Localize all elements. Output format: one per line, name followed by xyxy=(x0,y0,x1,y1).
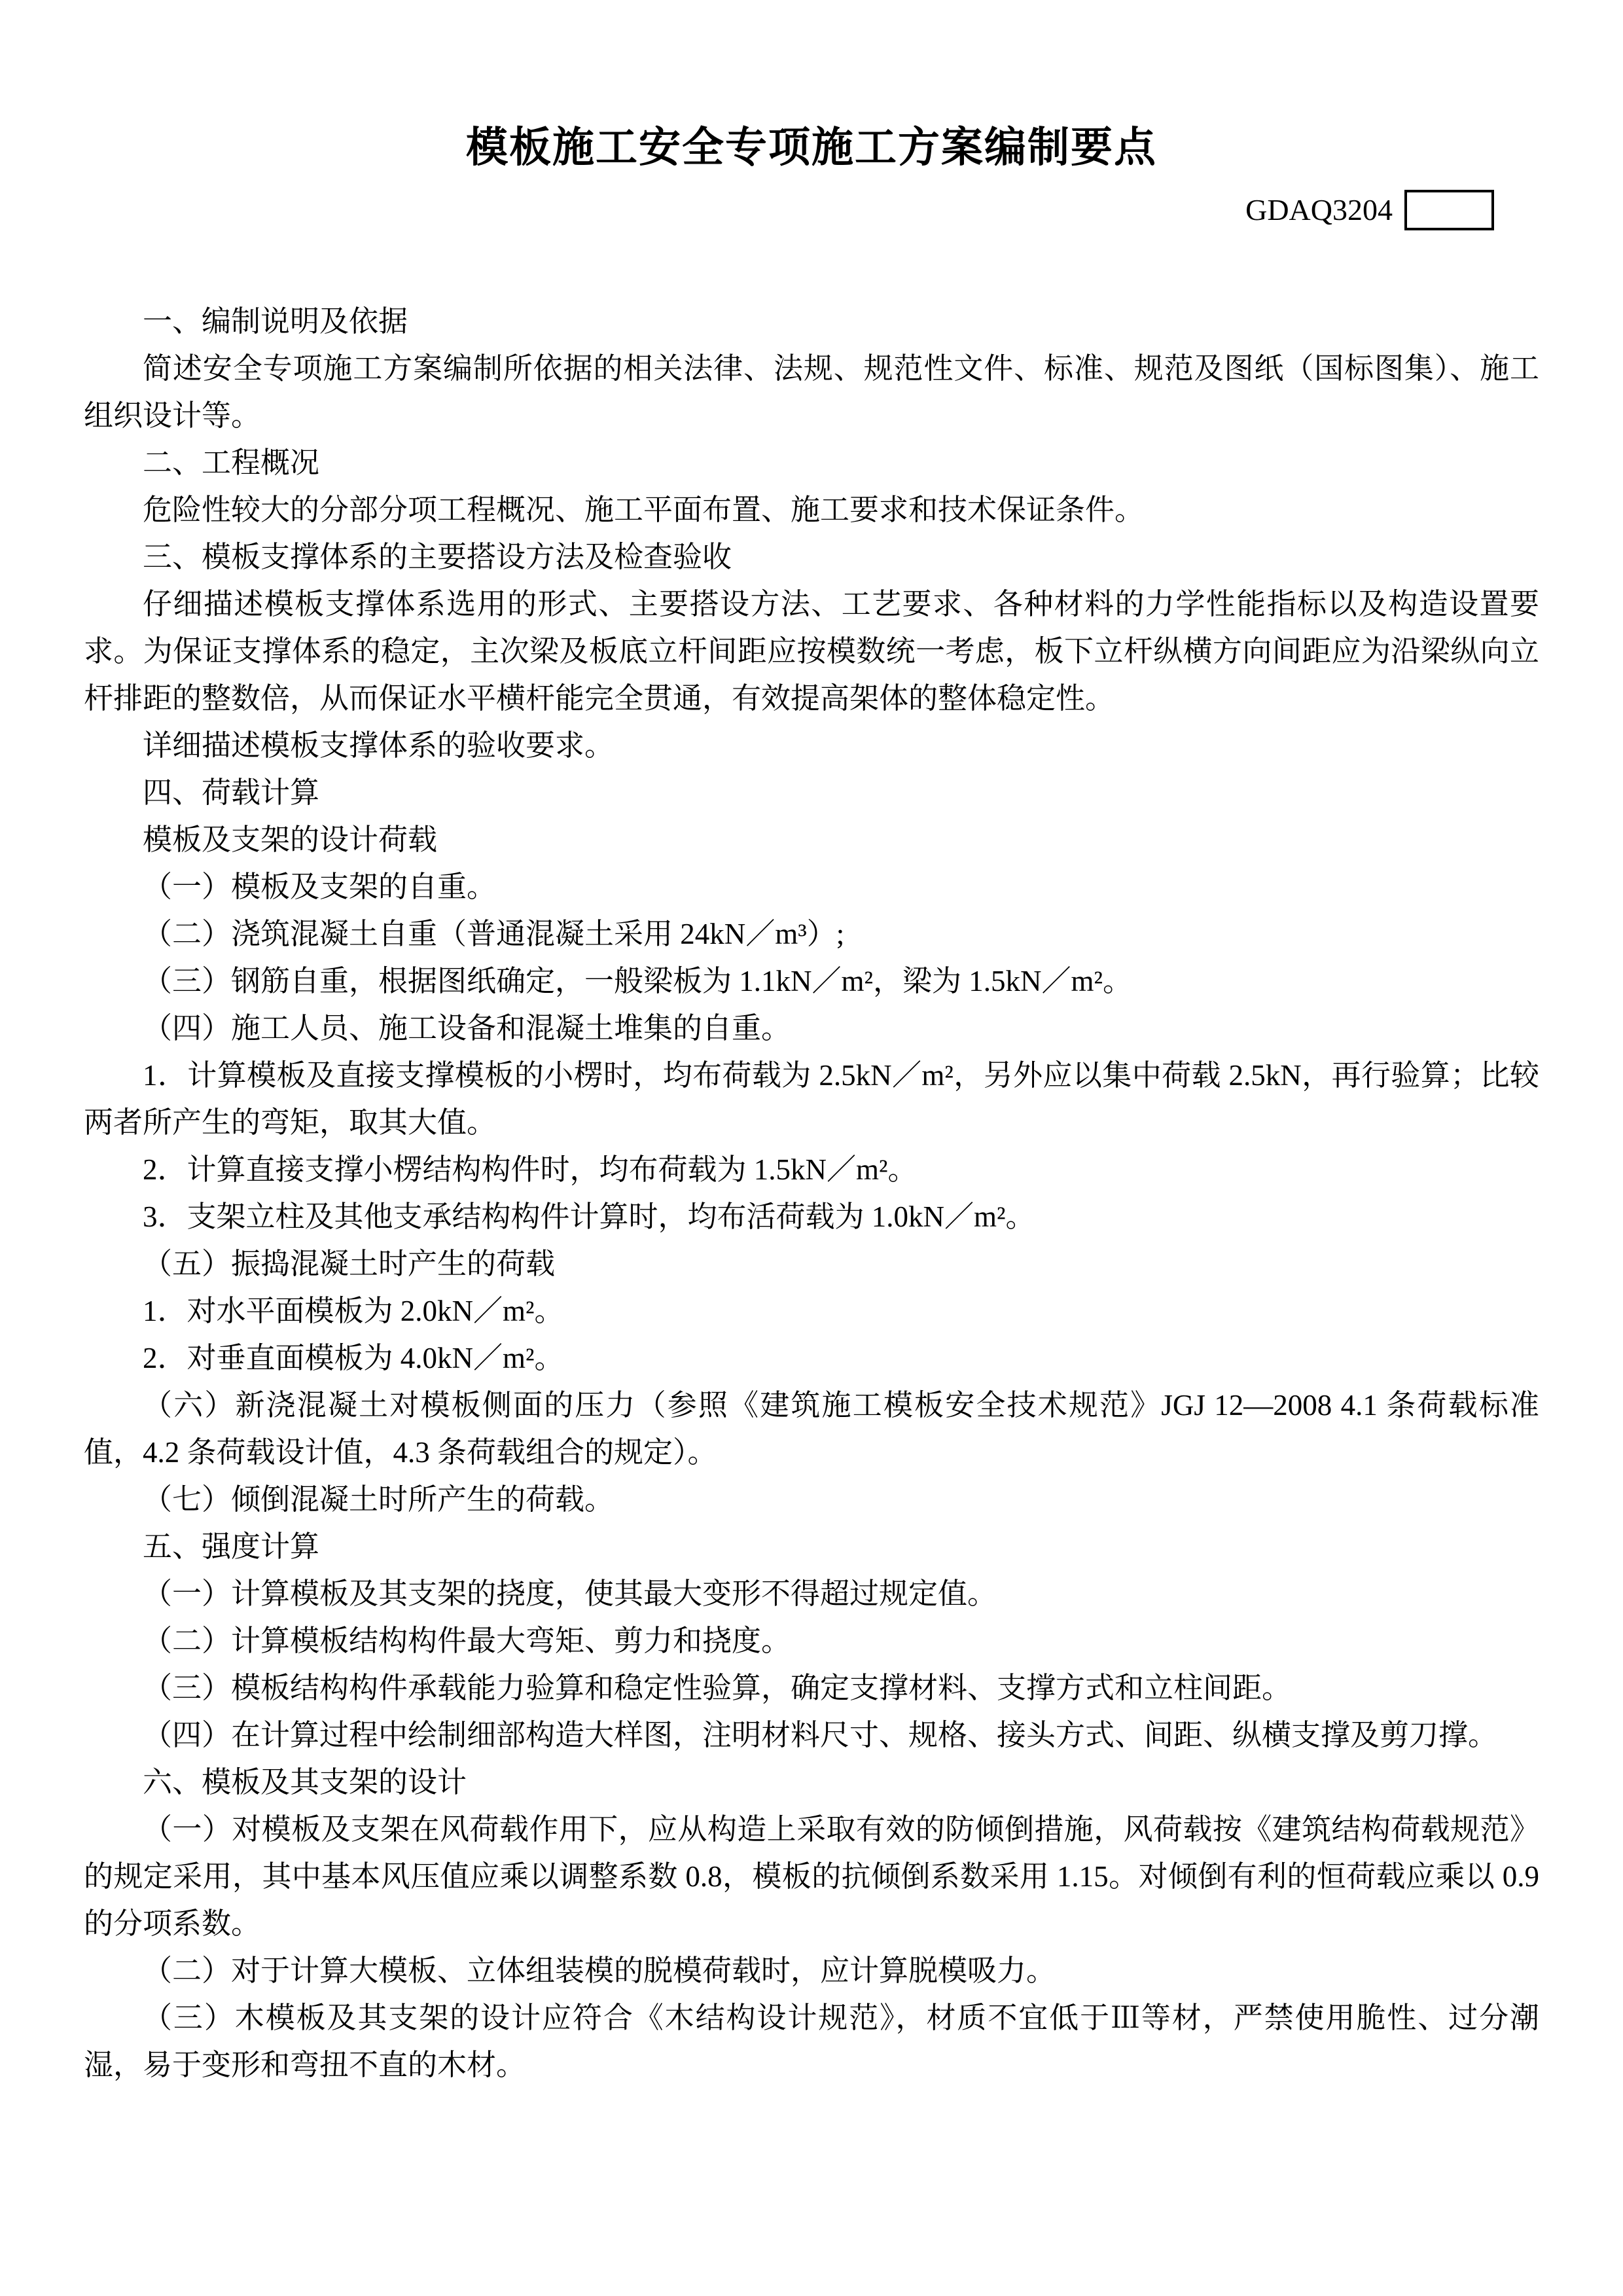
paragraph: 危险性较大的分部分项工程概况、施工平面布置、施工要求和技术保证条件。 xyxy=(143,493,1145,526)
paragraph: 3．支架立柱及其他支承结构构件计算时，均布活荷载为 1.0kN／m²。 xyxy=(143,1200,1035,1233)
paragraph: 二、工程概况 xyxy=(143,446,320,479)
paragraph: 四、荷载计算 xyxy=(143,776,320,809)
doc-code-row xyxy=(0,188,1623,232)
paragraph: 1．计算模板及直接支撑模板的小楞时，均布荷载为 2.5kN／m²，另外应以集中荷载 2.5kN，再行验算；比较两者所产生的弯矩，取其大值。 xyxy=(84,1059,1539,1139)
paragraph: 简述安全专项施工方案编制所依据的相关法律、法规、规范性文件、标准、规范及图纸（国标图集）、施工组织设计等。 xyxy=(84,352,1539,432)
paragraph: （四）在计算过程中绘制细部构造大样图，注明材料尺寸、规格、接头方式、间距、纵横支撑及剪刀撑。 xyxy=(143,1719,1498,1751)
doc-code-label: GDAQ3204 xyxy=(1245,193,1393,226)
paragraph: （三）钢筋自重，根据图纸确定，一般梁板为 1.1kN／m²，梁为 1.5kN／m²。 xyxy=(143,965,1132,997)
paragraph: （二）计算模板结构构件最大弯矩、剪力和挠度。 xyxy=(143,1624,791,1657)
paragraph: （二）浇筑混凝土自重（普通混凝土采用 24kN／m³）; xyxy=(143,918,845,950)
paragraph: （六）新浇混凝土对模板侧面的压力（参照《建筑施工模板安全技术规范》JGJ 12—2008 4.1 条荷载标准值，4.2 条荷载设计值，4.3 条荷载组合的规定）。 xyxy=(84,1389,1539,1469)
paragraph: 详细描述模板支撑体系的验收要求。 xyxy=(143,729,615,762)
paragraph: （三）木模板及其支架的设计应符合《木结构设计规范》，材质不宜低于Ⅲ等材，严禁使用脆性、过分潮湿，易于变形和弯扭不直的木材。 xyxy=(84,2001,1539,2081)
paragraph: （一）对模板及支架在风荷载作用下，应从构造上采取有效的防倾倒措施，风荷载按《建筑结构荷载规范》的规定采用，其中基本风压值应乘以调整系数 0.8，模板的抗倾倒系数采用 1.15。对倾倒有利的恒荷载应乘以 0.9 的分项系数。 xyxy=(84,1813,1539,1940)
document-body xyxy=(0,298,1623,2089)
paragraph: 一、编制说明及依据 xyxy=(143,305,408,338)
paragraph: （二）对于计算大模板、立体组装模的脱模荷载时，应计算脱模吸力。 xyxy=(143,1954,1056,1987)
paragraph: 1．对水平面模板为 2.0kN／m²。 xyxy=(143,1295,564,1327)
paragraph: 三、模板支撑体系的主要搭设方法及检查验收 xyxy=(143,541,732,573)
paragraph: 2．计算直接支撑小楞结构构件时，均布荷载为 1.5kN／m²。 xyxy=(143,1153,918,1186)
paragraph: （一）模板及支架的自重。 xyxy=(143,870,497,903)
paragraph: 五、强度计算 xyxy=(143,1530,320,1563)
paragraph: 仔细描述模板支撑体系选用的形式、主要搭设方法、工艺要求、各种材料的力学性能指标以及构造设置要求。为保证支撑体系的稳定，主次梁及板底立杆间距应按模数统一考虑，板下立杆纵横方向间距应为沿梁纵向立杆排距的整数倍，从而保证水平横杆能完全贯通，有效提高架体的整体稳定性。 xyxy=(84,588,1539,715)
paragraph: 模板及支架的设计荷载 xyxy=(143,823,438,856)
paragraph: 六、模板及其支架的设计 xyxy=(143,1766,467,1799)
paragraph: 2．对垂直面模板为 4.0kN／m²。 xyxy=(143,1342,564,1374)
paragraph: （四）施工人员、施工设备和混凝土堆集的自重。 xyxy=(143,1012,791,1045)
paragraph: （一）计算模板及其支架的挠度，使其最大变形不得超过规定值。 xyxy=(143,1577,997,1610)
paragraph: （五）振捣混凝土时产生的荷载 xyxy=(143,1247,556,1280)
paragraph: （七）倾倒混凝土时所产生的荷载。 xyxy=(143,1483,615,1516)
page-title: 模板施工安全专项施工方案编制要点 xyxy=(466,124,1157,171)
paragraph: （三）模板结构构件承载能力验算和稳定性验算，确定支撑材料、支撑方式和立柱间距。 xyxy=(143,1672,1292,1704)
doc-code-fill-box xyxy=(1404,190,1494,230)
